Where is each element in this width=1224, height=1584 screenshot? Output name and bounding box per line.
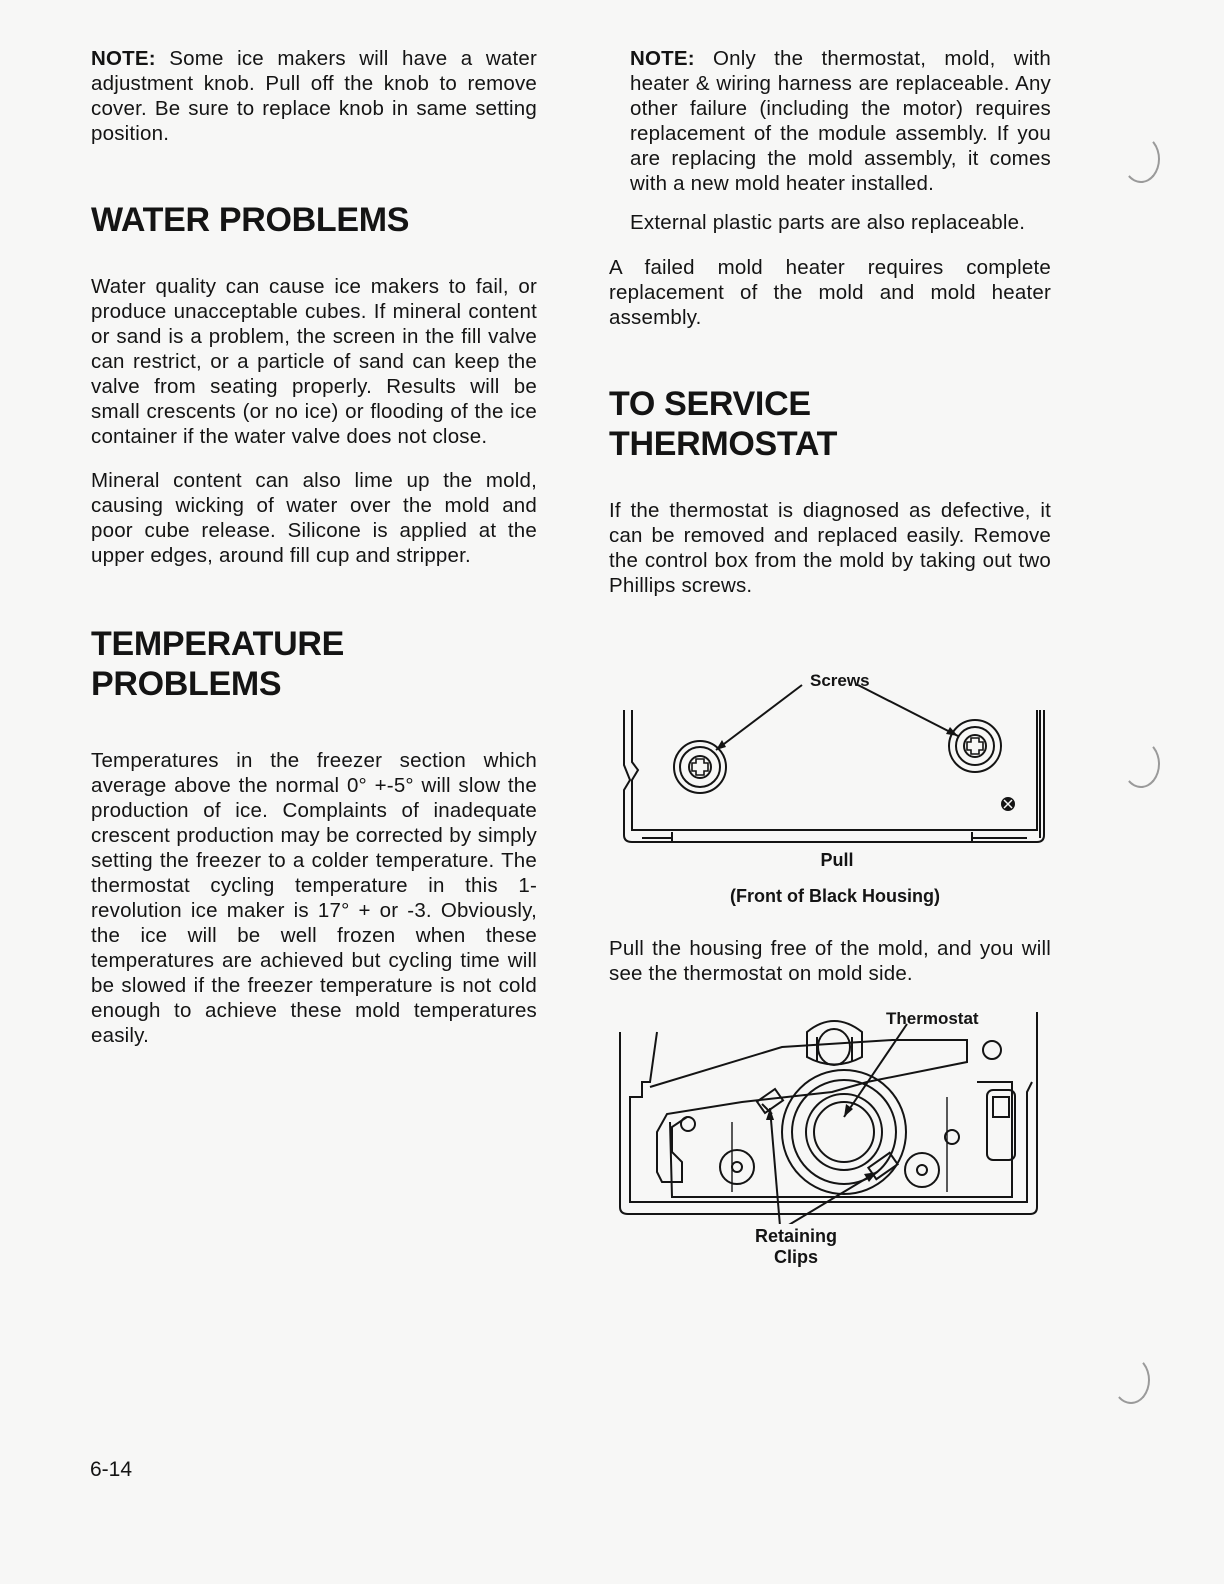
- figure-thermostat-diagram: [612, 1002, 1062, 1224]
- page-number: 6-14: [90, 1458, 133, 1481]
- heading-water-problems: WATER PROBLEMS: [91, 201, 410, 239]
- mold-housing-outline: [620, 1012, 1037, 1214]
- note-text: Some ice makers will have a water adjustment knob. Pull off the knob to remove cover. Be sure to replace knob in same setting position.: [91, 47, 537, 145]
- retaining-label-line1: Retaining: [754, 1226, 837, 1246]
- note-water-knob: [91, 46, 537, 146]
- connector-icon: [987, 1090, 1015, 1160]
- rivet-icon: [1002, 798, 1014, 810]
- external-parts-paragraph: External plastic parts are also replaceable.: [630, 211, 1026, 234]
- retaining-clips-label: [737, 1226, 855, 1268]
- heading-service-thermostat: [609, 384, 1051, 464]
- pull-label: Pull: [820, 850, 854, 870]
- note-replaceable-parts: [609, 46, 1051, 196]
- figure-screws-diagram: [612, 670, 1062, 860]
- heading-service-line1: TO SERVICE: [609, 385, 811, 423]
- mold-heater-paragraph: A failed mold heater requires complete replacement of the mold and mold heater assembly.: [609, 256, 1051, 329]
- right-screw-icon: [949, 720, 1001, 772]
- water-quality-paragraph: Water quality can cause ice makers to fail, or produce unacceptable cubes. If mineral content or sand is a problem, the screen in the fill valve can restrict, or a particle of sand can keep the valve from seating properly. Results will be small crescents (or no ice) or flooding of the ice container if the water valve does not close.: [91, 275, 537, 448]
- retaining-label-line2: Clips: [773, 1247, 818, 1267]
- pull-housing-paragraph: Pull the housing free of the mold, and you will see the thermostat on mold side.: [609, 937, 1051, 985]
- binder-hole-bottom: [1112, 1356, 1150, 1404]
- binder-hole-top: [1122, 135, 1160, 183]
- heading-temperature-line1: TEMPERATURE: [91, 625, 344, 663]
- heading-service-line2: THERMOSTAT: [609, 425, 838, 463]
- left-column: [91, 46, 537, 1048]
- thermostat-label: Thermostat: [886, 1009, 979, 1028]
- heading-temperature-line2: PROBLEMS: [91, 665, 282, 703]
- note-label: NOTE:: [91, 47, 156, 70]
- figure1-caption: (Front of Black Housing): [730, 886, 940, 906]
- heading-temperature-problems: [91, 624, 537, 704]
- left-boss-icon: [720, 1150, 754, 1184]
- mineral-content-paragraph: Mineral content can also lime up the mold, causing wicking of water over the mold and poor cube release. Silicone is applied at the upper edges, around fill cup and stripper.: [91, 469, 537, 567]
- binder-hole-middle: [1122, 740, 1160, 788]
- thermostat-bracket: [650, 1040, 967, 1182]
- note-label: NOTE:: [630, 47, 695, 70]
- note-text: Only the thermostat, mold, with heater & wiring harness are replaceable. Any other failure (including the motor) requires replacement of the module assembly. If you are replacing the mold assembly, it comes with a new mold heater installed.: [630, 47, 1051, 195]
- temperatures-paragraph: Temperatures in the freezer section which average above the normal 0° +-5° will slow the production of ice. Complaints of inadequate crescent production may be corrected by simply setting the freezer to a colder temperature. The thermostat cycling temperature in this 1-revolution ice maker is 17° + or -3. Obviously, the ice will be well frozen when these temperatures are achieved but cycling time will be slowed if the freezer temperature is not cold enough to achieve these mold temperatures easily.: [91, 749, 537, 1047]
- right-boss-icon: [905, 1153, 939, 1187]
- screws-label: Screws: [810, 671, 870, 690]
- housing-outline: [624, 710, 1044, 842]
- right-column: [609, 46, 1051, 598]
- mounting-hole-icon: [983, 1041, 1001, 1059]
- service-paragraph: If the thermostat is diagnosed as defective, it can be removed and replaced easily. Remove the control box from the mold by taking out two Phillips screws.: [609, 499, 1051, 597]
